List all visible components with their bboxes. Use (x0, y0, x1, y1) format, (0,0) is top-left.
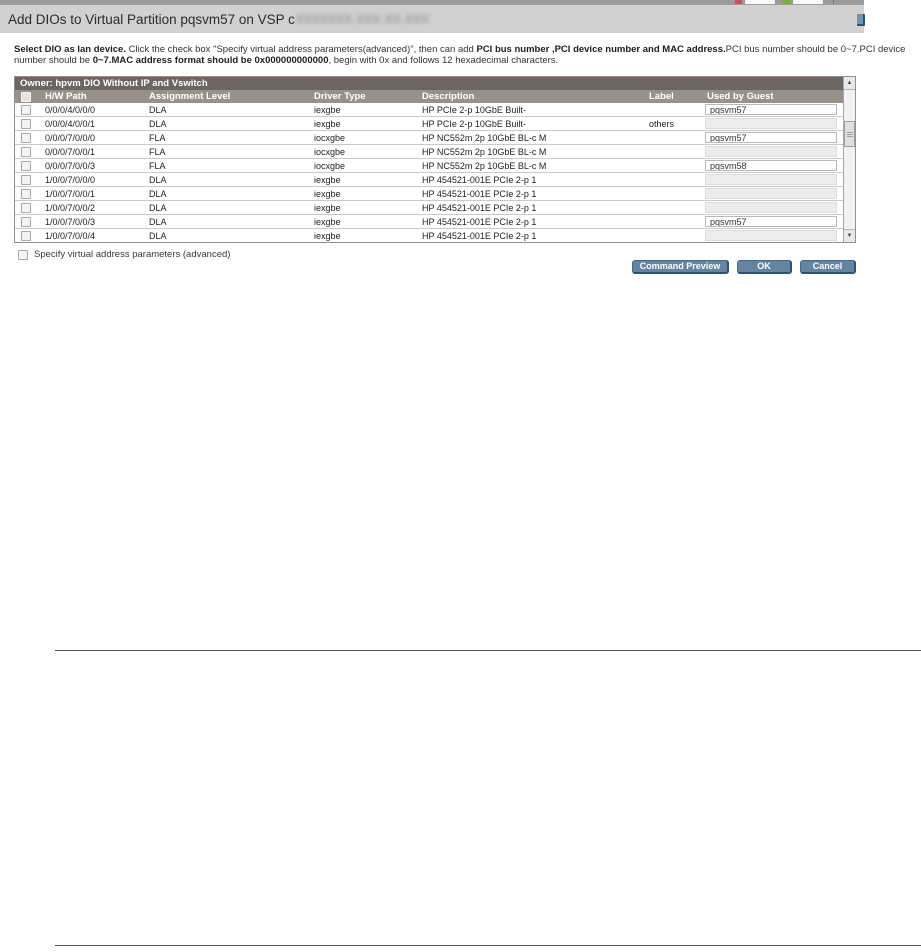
table-row (15, 103, 843, 117)
table-header-row (15, 90, 843, 103)
table-row (15, 215, 843, 229)
cell-description: HP PCIe 2-p 10GbE Built- (422, 104, 526, 115)
checkbox-cell (15, 217, 41, 227)
column-header-hw-path: H/W Path (45, 91, 87, 102)
column-header-driver-type: Driver Type (314, 91, 366, 102)
cell-driver-type: iexgbe (314, 104, 341, 115)
cell-used-by-guest (703, 174, 843, 185)
used-by-guest-field: pqsvm57 (705, 104, 837, 115)
cell-hw-path: 0/0/0/4/0/0/1 (45, 118, 96, 129)
cell-used-by-guest (703, 216, 843, 227)
table-row (15, 187, 843, 201)
red-toolbar-icon-fragment (735, 0, 742, 4)
cancel-button[interactable]: Cancel (800, 260, 856, 274)
cell-used-by-guest (703, 202, 843, 213)
cell-description: HP NC552m 2p 10GbE BL-c M (422, 146, 547, 157)
instruction-segment: PCI bus number should be 0~7.PCI device number should be (14, 44, 906, 66)
table-row (15, 131, 843, 145)
cell-assignment-level: DLA (149, 188, 167, 199)
cell-driver-type: iexgbe (314, 216, 341, 227)
cell-used-by-guest (703, 230, 843, 241)
cell-driver-type: iexgbe (314, 174, 341, 185)
column-header-used-by-guest: Used by Guest (707, 91, 774, 102)
cell-assignment-level: FLA (149, 160, 166, 171)
table-caption: Owner: hpvm DIO Without IP and Vswitch (15, 77, 843, 90)
used-by-guest-field: pqsvm57 (705, 132, 837, 143)
cell-driver-type: iocxgbe (314, 146, 346, 157)
advanced-checkbox[interactable] (18, 250, 28, 260)
row-checkbox[interactable] (21, 203, 31, 213)
cell-hw-path: 1/0/0/7/0/0/3 (45, 216, 96, 227)
instruction-segment: Click the check box "Specify virtual address parameters(advanced)", then can add (125, 44, 477, 55)
cell-hw-path: 0/0/0/7/0/0/0 (45, 132, 96, 143)
cell-hw-path: 1/0/0/7/0/0/1 (45, 188, 96, 199)
table-row (15, 173, 843, 187)
column-header-label: Label (649, 91, 674, 102)
instruction-segment: Select DIO as lan device. (14, 44, 126, 55)
column-header-assignment-level: Assignment Level (149, 91, 231, 102)
toolbar-separator (833, 0, 834, 4)
row-checkbox[interactable] (21, 231, 31, 241)
cell-driver-type: iexgbe (314, 188, 341, 199)
ok-button[interactable]: OK (737, 260, 792, 274)
cell-assignment-level: FLA (149, 146, 166, 157)
table-body (15, 103, 843, 242)
used-by-guest-field: pqsvm57 (705, 216, 837, 227)
checkbox-cell (15, 231, 41, 241)
used-by-guest-field (705, 118, 837, 129)
scrollbar-down-button[interactable]: ▼ (844, 229, 855, 242)
cell-used-by-guest (703, 160, 843, 171)
cell-description: HP 454521-001E PCIe 2-p 1 (422, 202, 537, 213)
cell-hw-path: 0/0/0/7/0/0/1 (45, 146, 96, 157)
blurred-hostname: xxxxxxx.xxx.xx.xxx (295, 10, 430, 27)
cell-driver-type: iexgbe (314, 118, 341, 129)
dialog-title: Add DIOs to Virtual Partition pqsvm57 on VSP c (8, 11, 295, 27)
cell-label: others (649, 118, 675, 129)
instruction-segment: PCI bus number ,PCI device number and MAC address. (476, 44, 726, 55)
used-by-guest-field: pqsvm58 (705, 160, 837, 171)
cell-assignment-level: DLA (149, 216, 167, 227)
checkbox-cell (15, 203, 41, 213)
advanced-checkbox-label: Specify virtual address parameters (advanced) (34, 249, 231, 260)
cell-driver-type: iexgbe (314, 202, 341, 213)
table-row (15, 229, 843, 242)
cell-driver-type: iocxgbe (314, 160, 346, 171)
cell-assignment-level: DLA (149, 118, 167, 129)
command-preview-button[interactable]: Command Preview (632, 260, 729, 274)
checkbox-cell (15, 133, 41, 143)
used-by-guest-field (705, 202, 837, 213)
dialog-title-bar (0, 5, 864, 33)
row-checkbox[interactable] (21, 105, 31, 115)
column-header-description: Description (422, 91, 475, 102)
cell-description: HP 454521-001E PCIe 2-p 1 (422, 230, 537, 241)
cell-used-by-guest (703, 188, 843, 199)
checkbox-cell (15, 161, 41, 171)
cell-used-by-guest (703, 146, 843, 157)
cell-description: HP 454521-001E PCIe 2-p 1 (422, 188, 537, 199)
cell-driver-type: iocxgbe (314, 132, 346, 143)
cell-hw-path: 1/0/0/7/0/0/2 (45, 202, 96, 213)
table-row (15, 201, 843, 215)
green-toolbar-icon-fragment (783, 0, 791, 4)
row-checkbox[interactable] (21, 175, 31, 185)
cell-used-by-guest (703, 104, 843, 115)
cell-description: HP NC552m 2p 10GbE BL-c M (422, 132, 547, 143)
select-all-checkbox[interactable] (21, 92, 31, 102)
scrollbar-thumb[interactable] (844, 121, 855, 147)
instruction-segment: , begin with 0x and follows 12 hexadecimal characters. (328, 55, 559, 66)
action-buttons (628, 260, 856, 274)
used-by-guest-field (705, 174, 837, 185)
checkbox-cell (15, 147, 41, 157)
page-bottom-line (55, 945, 921, 946)
cell-assignment-level: DLA (149, 104, 167, 115)
cell-hw-path: 0/0/0/7/0/0/3 (45, 160, 96, 171)
cell-hw-path: 1/0/0/7/0/0/4 (45, 230, 96, 241)
cell-assignment-level: DLA (149, 230, 167, 241)
select-all-cell (15, 92, 41, 102)
cell-description: HP PCIe 2-p 10GbE Built- (422, 118, 526, 129)
cell-used-by-guest (703, 118, 843, 129)
dio-table-main (15, 77, 843, 242)
cell-description: HP 454521-001E PCIe 2-p 1 (422, 174, 537, 185)
row-checkbox[interactable] (21, 189, 31, 199)
table-row (15, 117, 843, 131)
cell-assignment-level: DLA (149, 174, 167, 185)
table-row (15, 145, 843, 159)
cell-description: HP 454521-001E PCIe 2-p 1 (422, 216, 537, 227)
row-checkbox[interactable] (21, 161, 31, 171)
clipped-button-fragment[interactable] (857, 14, 865, 26)
checkbox-cell (15, 105, 41, 115)
used-by-guest-field (705, 146, 837, 157)
checkbox-cell (15, 189, 41, 199)
instruction-text (14, 44, 918, 66)
row-checkbox[interactable] (21, 119, 31, 129)
checkbox-cell (15, 175, 41, 185)
cell-hw-path: 0/0/0/4/0/0/0 (45, 104, 96, 115)
instruction-segment: 0~7.MAC address format should be 0x000000000000 (92, 55, 329, 66)
row-checkbox[interactable] (21, 217, 31, 227)
table-row (15, 159, 843, 173)
row-checkbox[interactable] (21, 133, 31, 143)
cell-used-by-guest (703, 132, 843, 143)
checkbox-cell (15, 119, 41, 129)
cell-hw-path: 1/0/0/7/0/0/0 (45, 174, 96, 185)
cell-driver-type: iexgbe (314, 230, 341, 241)
used-by-guest-field (705, 230, 837, 241)
row-checkbox[interactable] (21, 147, 31, 157)
table-scrollbar[interactable] (843, 77, 855, 242)
page-separator-line (55, 650, 921, 651)
toolbar-field-fragment (745, 0, 775, 4)
cell-description: HP NC552m 2p 10GbE BL-c M (422, 160, 547, 171)
toolbar-field-fragment (793, 0, 823, 4)
cell-assignment-level: FLA (149, 132, 166, 143)
used-by-guest-field (705, 188, 837, 199)
cell-assignment-level: DLA (149, 202, 167, 213)
scrollbar-up-button[interactable]: ▲ (844, 77, 855, 90)
dio-table (14, 76, 856, 243)
advanced-option-row (18, 249, 230, 260)
